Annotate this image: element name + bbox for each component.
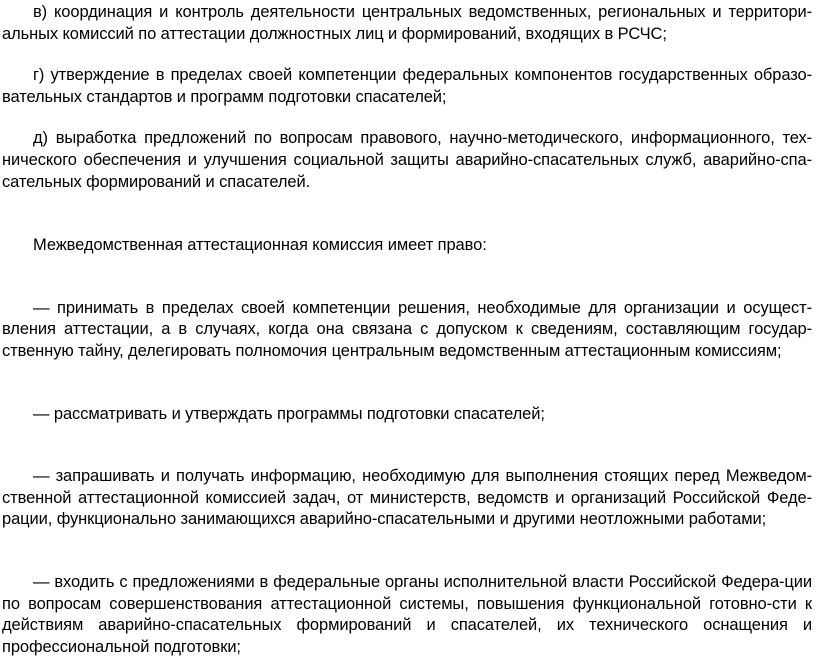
paragraph-d: д) выработка предложений по вопросам правового, научно-методического, информационного, тех-нического обеспечения и улучшения социальной защиты аварийно-спасательных служб, аварийно-спа-сательных формирований и спасателей. — [2, 129, 812, 191]
right-item-4: — входить с предложениями в федеральные органы исполнительной власти Российской Федера-ции по вопросам совершенствования аттестационной системы, повышения функциональной готовно-сти к действиям аварийно-спасательных формирований и спасателей, их технического оснащения и профессиональной подготовки; — [2, 572, 812, 656]
paragraph-g: г) утверждение в пределах своей компетенции федеральных компонентов государственных образо-вательных стандартов и программ подготовки спасателей; — [2, 66, 812, 106]
rights-heading: Межведомственная аттестационная комиссия имеет право: — [33, 236, 487, 255]
right-item-2: — рассматривать и утверждать программы подготовки спасателей; — [33, 404, 545, 423]
document-page — [2, 0, 812, 658]
paragraph-v: в) координация и контроль деятельности центральных ведомственных, региональных и территори-альных комиссий по аттестации должностных лиц и формирований, входящих в РСЧС; — [2, 3, 812, 43]
right-item-1: — принимать в пределах своей компетенции решения, необходимые для организации и осущест-вления аттестации, а в случаях, когда она связана с допуском к сведениям, составляющим государ-ственную тайну, делегировать полномочия центральным ведомственным аттестационным комиссиям; — [2, 298, 812, 360]
right-item-3: — запрашивать и получать информацию, необходимую для выполнения стоящих перед Межведом-ственной аттестационной комиссией задач, от министерств, ведомств и организаций Российской Феде-рации, функционально занимающихся аварийно-спасательными и другими неотложными работами; — [2, 467, 812, 529]
